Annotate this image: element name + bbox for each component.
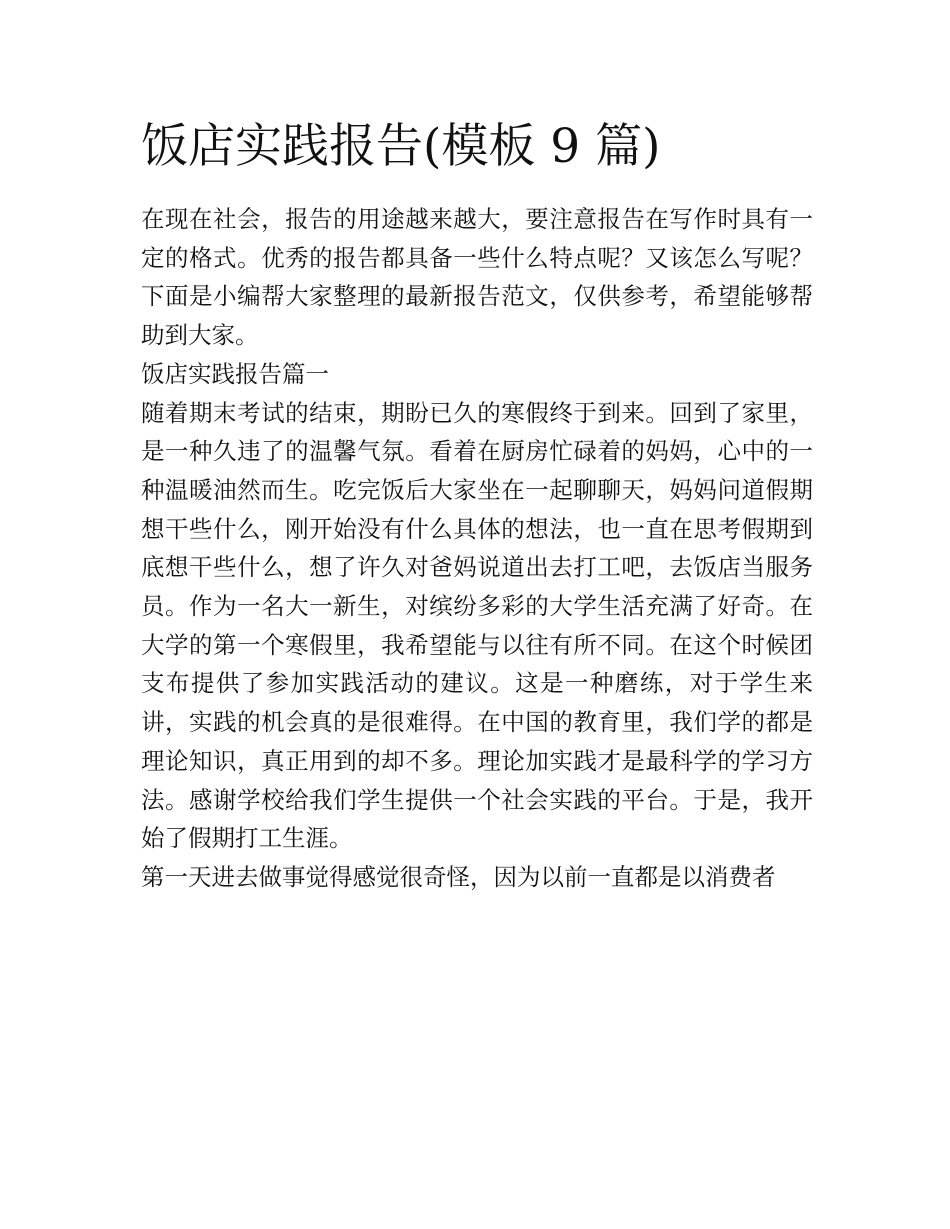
intro-paragraph: 在现在社会，报告的用途越来越大，要注意报告在写作时具有一定的格式。优秀的报告都具备一些什么特点呢？又该怎么写呢？下面是小编帮大家整理的最新报告范文，仅供参考，希望能够帮助到大家。: [141, 205, 813, 350]
body-paragraph: 随着期末考试的结束，期盼已久的寒假终于到来。回到了家里，是一种久违了的温馨气氛。看着在厨房忙碌着的妈妈，心中的一种温暖油然而生。吃完饭后大家坐在一起聊聊天，妈妈问道假期想干些什么，刚开始没有什么具体的想法，也一直在思考假期到底想干些什么，想了许久对爸妈说道出去打工吧，去饭店当服务员。作为一名大一新生，对缤纷多彩的大学生活充满了好奇。在大学的第一个寒假里，我希望能与以往有所不同。在这个时候团支布提供了参加实践活动的建议。这是一种磨练，对于学生来讲，实践的机会真的是很难得。在中国的教育里，我们学的都是理论知识，真正用到的却不多。理论加实践才是最科学的学习方法。感谢学校给我们学生提供一个社会实践的平台。于是，我开始了假期打工生涯。: [141, 398, 813, 853]
section-heading: 饭店实践报告篇一: [141, 359, 329, 388]
document-body: [141, 112, 813, 897]
document-title: 饭店实践报告(模板 9 篇): [141, 119, 661, 174]
body-paragraph-continued: 第一天进去做事觉得感觉很奇怪，因为以前一直都是以消费者: [141, 862, 776, 891]
